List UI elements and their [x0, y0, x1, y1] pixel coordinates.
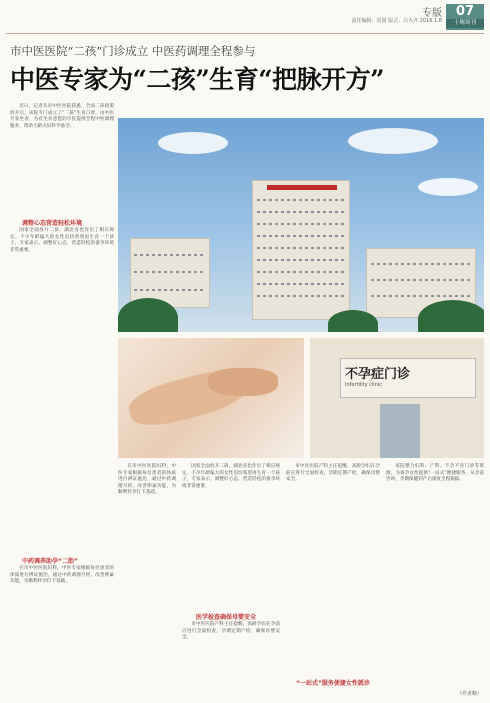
- window-row: [371, 263, 470, 265]
- article-column-1b: [10, 228, 114, 498]
- window-row: [257, 271, 345, 273]
- window-row: [134, 254, 206, 256]
- cloud: [348, 128, 438, 154]
- article-column-1c: [10, 566, 114, 696]
- section3-text: 市中医医院产科主任提醒，高龄孕妇在孕前应进行全面检查，孕期定期产检，确保母婴安全。: [182, 622, 280, 640]
- tree: [418, 300, 484, 332]
- section1-text: 国家全面放开二孩，湖北省也作出了相应规定。不少年龄偏大的女性迫切希望再生育一个孩子，专家表示，调整好心态、营造轻松的备孕环境非常重要。: [10, 228, 114, 253]
- window-row: [134, 271, 206, 273]
- article-headline: 中医专家为“二孩”生育“把脉开方”: [10, 65, 385, 94]
- article-kicker: 市中医医院“二孩”门诊成立 中医药调理全程参与: [10, 44, 256, 58]
- article-column-3b: [182, 622, 280, 694]
- article-column-2: [118, 464, 176, 694]
- section4-lead: 市中医医院产科主任提醒，高龄孕妇在孕前应进行全面检查，孕期定期产检，确保母婴安全。: [286, 464, 380, 482]
- cloud: [418, 178, 478, 196]
- section-name: 专版: [422, 8, 442, 19]
- subhead-1: 调整心态营造轻松环境: [22, 220, 83, 227]
- window-row: [257, 211, 345, 213]
- page-number: 07: [455, 4, 475, 19]
- window-row: [134, 289, 206, 291]
- cloud: [158, 132, 228, 154]
- window-row: [257, 235, 345, 237]
- page-tag: 十堰周刊: [446, 19, 484, 28]
- window-row: [257, 283, 345, 285]
- window-row: [371, 295, 470, 297]
- clinic-sign-text: 不孕症门诊: [345, 367, 411, 382]
- window-row: [257, 199, 345, 201]
- section3-intro: 国家全面放开二孩，湖北省也作出了相应规定。不少年龄偏大的女性迫切希望再生育一个孩子，专家表示，调整好心态、营造轻松的备孕环境非常重要。: [182, 464, 280, 489]
- page-tab: [446, 4, 484, 30]
- section4-text: 该院整合妇科、产科、不孕不育门诊等资源，为备孕女性提供“一站式”便捷服务，从孕前咨询、孕期保健到产后康复全程跟踪。: [386, 464, 484, 482]
- subhead-2: 中药调养助孕“二胎”: [22, 558, 78, 565]
- hospital-photo: [118, 118, 484, 332]
- section2-continued: 在市中医医院妇科，中医专家根据每位患者的体质进行辨证施治，通过中药调理月经、改善卵巢功能，为顺利怀孕打下基础。: [118, 464, 176, 495]
- masthead-rule: [6, 33, 484, 34]
- window-row: [257, 295, 345, 297]
- window-row: [257, 223, 345, 225]
- page-masthead: [0, 0, 490, 38]
- window-row: [257, 247, 345, 249]
- tree: [118, 298, 178, 332]
- article-column-3: [182, 464, 280, 594]
- article-column-1: [10, 104, 114, 214]
- main-hospital-tower: [252, 180, 350, 320]
- pulse-diagnosis-photo: [118, 338, 304, 458]
- lead-paragraph: 近日，记者从市中医医院获悉，全面二孩政策放开后，该院专门成立了“二孩”生育门诊，由中医专家坐诊，为有生育意愿的市民提供全程中医调理服务，帮助大龄夫妇科学备孕。: [10, 104, 114, 129]
- section2-text: 在市中医医院妇科，中医专家根据每位患者的体质进行辨证施治，通过中药调理月经、改善卵巢功能，为顺利怀孕打下基础。: [10, 566, 114, 584]
- window-row: [257, 259, 345, 261]
- subhead-3: 医学检查确保母婴安全: [196, 614, 257, 621]
- edition-line: 责任编辑：雷圆 版式：吕大齐 2016.1.8: [351, 18, 442, 24]
- clinic-sign-english: Infertility clinic: [345, 382, 383, 388]
- subhead-4: “一站式”服务便捷女性就诊: [296, 680, 370, 687]
- hospital-sign: [267, 185, 337, 190]
- tree: [328, 310, 378, 332]
- article-column-4: [286, 464, 380, 674]
- door: [380, 404, 420, 458]
- byline: （作者略）: [456, 691, 482, 697]
- article-column-5: [386, 464, 484, 684]
- clinic-sign: [340, 358, 476, 398]
- doctor-fingers: [208, 368, 278, 396]
- window-row: [371, 279, 470, 281]
- infertility-clinic-photo: [310, 338, 484, 458]
